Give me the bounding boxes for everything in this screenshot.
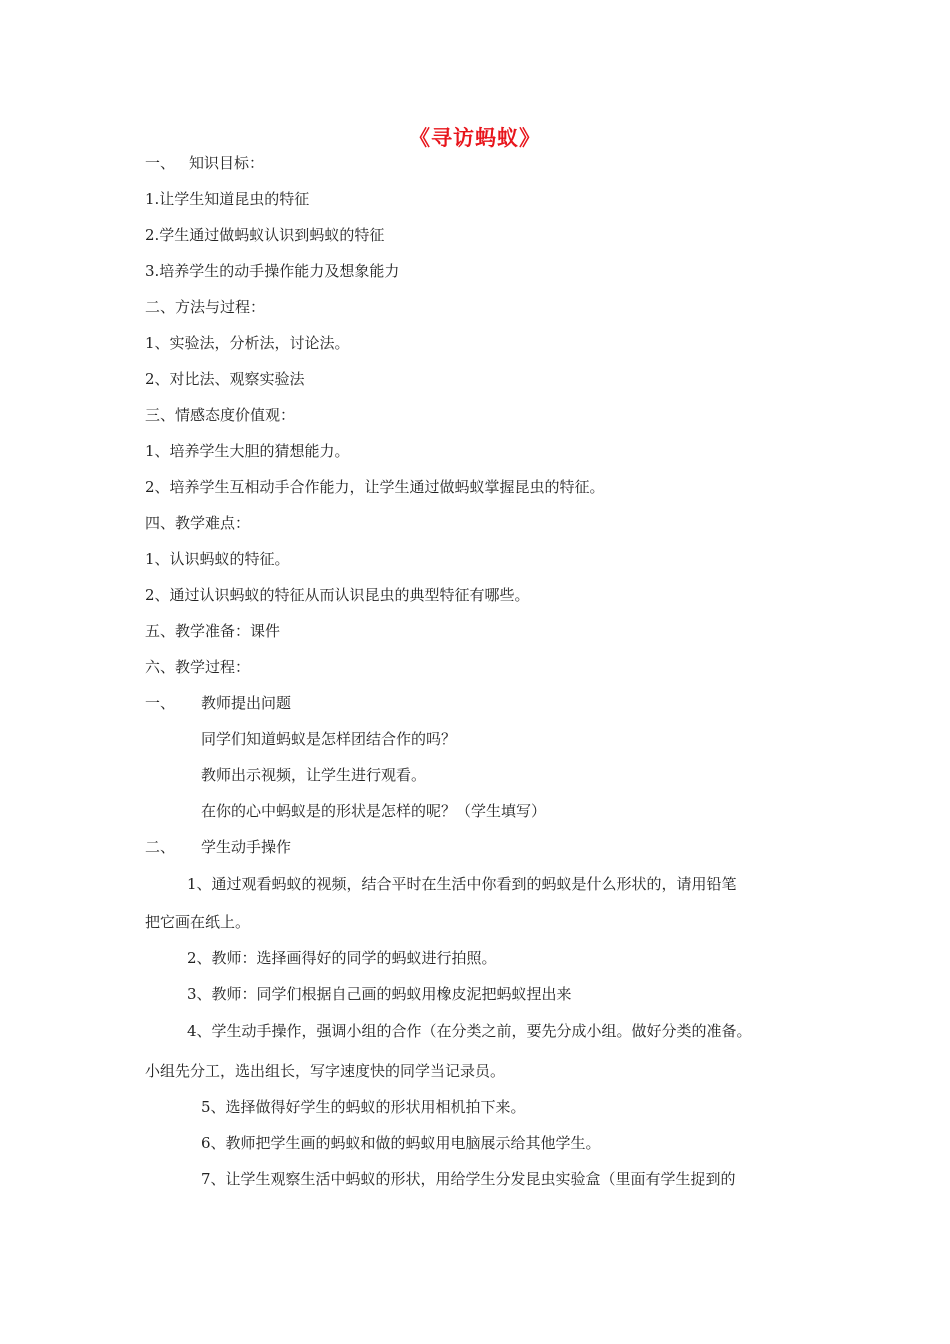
paragraph-line: 7、让学生观察生活中蚂蚁的形状，用给学生分发昆虫实验盒（里面有学生捉到的 (201, 1170, 736, 1188)
paragraph-line: 6、教师把学生画的蚂蚁和做的蚂蚁用电脑展示给其他学生。 (201, 1134, 601, 1152)
paragraph-line: 2、通过认识蚂蚁的特征从而认识昆虫的典型特征有哪些。 (145, 586, 530, 604)
section-number: 一、 (145, 154, 176, 172)
paragraph-line: 2、教师：选择画得好的同学的蚂蚁进行拍照。 (187, 949, 497, 967)
subsection-heading-student-practice (145, 837, 291, 857)
paragraph-line: 3.培养学生的动手操作能力及想象能力 (145, 262, 400, 280)
subsection-heading-teacher-question (145, 693, 291, 713)
paragraph-line: 小组先分工，选出组长，写字速度快的同学当记录员。 (145, 1062, 506, 1080)
subsection-number: 二、 (145, 838, 176, 856)
paragraph-line: 1.让学生知道昆虫的特征 (145, 190, 310, 208)
paragraph-line: 4、学生动手操作，强调小组的合作（在分类之前，要先分成小组。做好分类的准备。 (187, 1022, 752, 1040)
paragraph-line: 2、对比法、观察实验法 (145, 370, 305, 388)
subsection-number: 一、 (145, 694, 176, 712)
section-heading-values: 三、情感态度价值观： (145, 406, 296, 424)
paragraph-line: 2.学生通过做蚂蚁认识到蚂蚁的特征 (145, 226, 385, 244)
paragraph-line: 5、选择做得好学生的蚂蚁的形状用相机拍下来。 (201, 1098, 526, 1116)
paragraph-line: 3、教师：同学们根据自己画的蚂蚁用橡皮泥把蚂蚁捏出来 (187, 985, 572, 1003)
section-heading-text: 知识目标： (189, 154, 265, 172)
paragraph-line: 1、通过观看蚂蚁的视频，结合平时在生活中你看到的蚂蚁是什么形状的，请用铅笔 (187, 875, 737, 893)
paragraph-line: 教师出示视频，让学生进行观看。 (201, 766, 427, 784)
paragraph-line: 同学们知道蚂蚁是怎样团结合作的吗？ (201, 730, 457, 748)
paragraph-line: 1、培养学生大胆的猜想能力。 (145, 442, 350, 460)
paragraph-line: 把它画在纸上。 (145, 913, 251, 931)
section-heading-knowledge-goals (145, 153, 264, 173)
section-heading-preparation: 五、教学准备：课件 (145, 622, 281, 640)
section-heading-process: 六、教学过程： (145, 658, 251, 676)
paragraph-line: 1、认识蚂蚁的特征。 (145, 550, 290, 568)
paragraph-line: 2、培养学生互相动手合作能力，让学生通过做蚂蚁掌握昆虫的特征。 (145, 478, 605, 496)
subsection-heading-text: 学生动手操作 (201, 838, 292, 856)
section-heading-methods: 二、方法与过程： (145, 298, 266, 316)
paragraph-line: 1、实验法，分析法，讨论法。 (145, 334, 350, 352)
subsection-heading-text: 教师提出问题 (201, 694, 292, 712)
document-title: 《寻访蚂蚁》 (409, 125, 541, 150)
paragraph-line: 在你的心中蚂蚁是的形状是怎样的呢？（学生填写） (201, 802, 547, 820)
section-heading-difficulties: 四、教学难点： (145, 514, 251, 532)
